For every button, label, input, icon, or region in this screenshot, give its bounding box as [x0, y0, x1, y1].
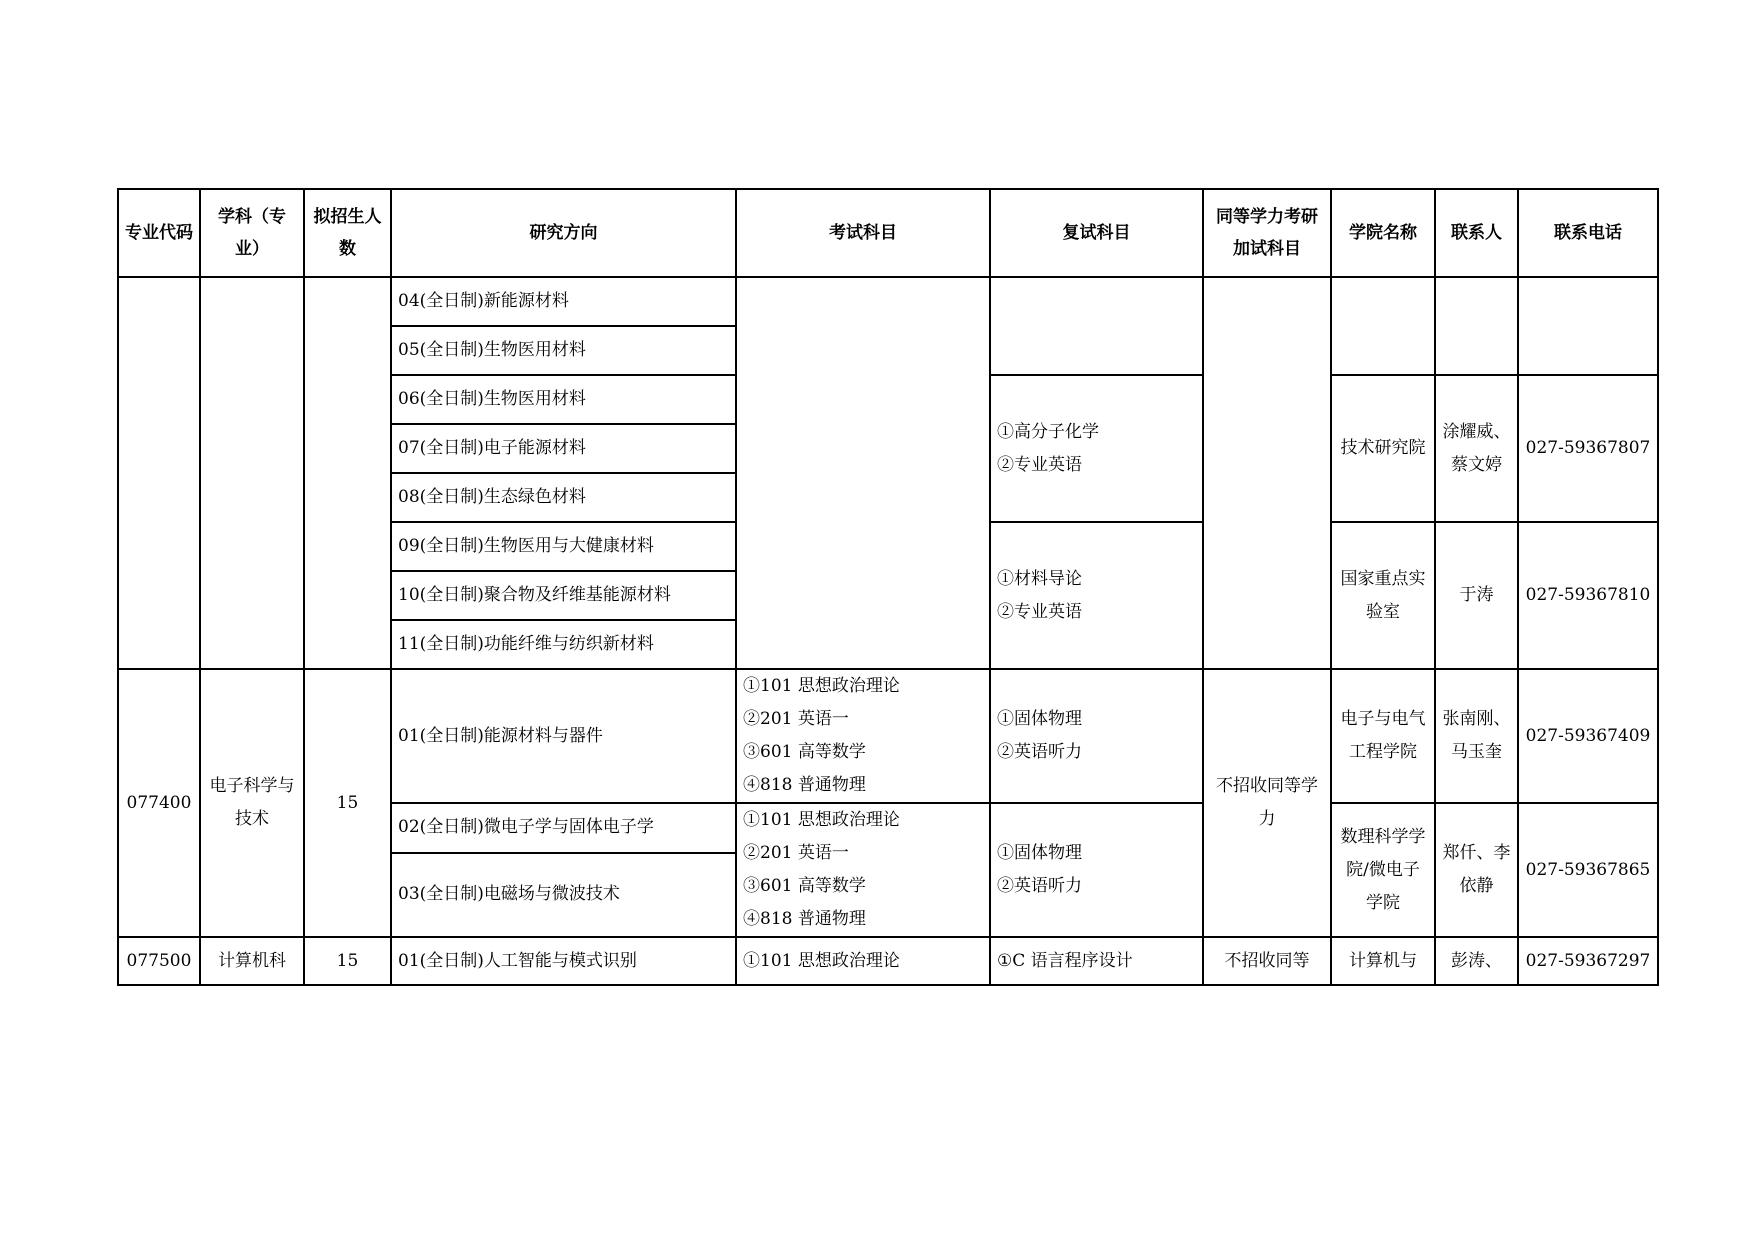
retest-cell: [990, 803, 1203, 937]
contact-cell: [1435, 277, 1518, 375]
header-phone: 联系电话: [1518, 189, 1658, 277]
direction-cell: 07(全日制)电子能源材料: [391, 424, 736, 473]
exam-cell: [736, 803, 990, 937]
retest-cell: [990, 669, 1203, 803]
exam-cell: [736, 277, 990, 669]
exam-cell: [736, 669, 990, 803]
direction-cell: 03(全日制)电磁场与微波技术: [391, 853, 736, 937]
exam-item: ③601 高等数学: [743, 876, 866, 896]
header-row: [118, 189, 1658, 277]
contact-cell: 涂耀威、蔡文婷: [1435, 375, 1518, 522]
phone-cell: 027-59367810: [1518, 522, 1658, 669]
exam-item: ②201 英语一: [743, 843, 849, 863]
retest-item: ②专业英语: [997, 454, 1082, 475]
direction-cell: 08(全日制)生态绿色材料: [391, 473, 736, 522]
direction-cell: 11(全日制)功能纤维与纺织新材料: [391, 620, 736, 669]
exam-item: ①101 思想政治理论: [743, 810, 900, 830]
code-cell: 077500: [118, 937, 200, 985]
exam-item: ③601 高等数学: [743, 742, 866, 762]
code-cell: 077400: [118, 669, 200, 937]
phone-cell: 027-59367297: [1518, 937, 1658, 985]
phone-cell: 027-59367807: [1518, 375, 1658, 522]
quota-cell: 15: [304, 937, 391, 985]
direction-cell: 01(全日制)人工智能与模式识别: [391, 937, 736, 985]
admission-table: [117, 188, 1659, 986]
contact-cell: 张南刚、马玉奎: [1435, 669, 1518, 803]
retest-item: ①材料导论: [997, 568, 1082, 589]
header-retest: 复试科目: [990, 189, 1203, 277]
header-contact: 联系人: [1435, 189, 1518, 277]
header-exam: 考试科目: [736, 189, 990, 277]
direction-cell: 05(全日制)生物医用材料: [391, 326, 736, 375]
exam-item: ④818 普通物理: [743, 909, 866, 929]
retest-item: ①高分子化学: [997, 421, 1099, 442]
header-code: 专业代码: [118, 189, 200, 277]
equivalent-cell: 不招收同等: [1203, 937, 1331, 985]
header-college: 学院名称: [1331, 189, 1435, 277]
direction-cell: 02(全日制)微电子学与固体电子学: [391, 803, 736, 853]
header-direction: 研究方向: [391, 189, 736, 277]
college-cell: 计算机与: [1331, 937, 1435, 985]
contact-cell: 郑仟、李依静: [1435, 803, 1518, 937]
header-equivalent: 同等学力考研加试科目: [1203, 189, 1331, 277]
header-subject: 学科（专业）: [200, 189, 304, 277]
subject-cell: 电子科学与技术: [200, 669, 304, 937]
phone-cell: 027-59367409: [1518, 669, 1658, 803]
exam-item: ②201 英语一: [743, 709, 849, 729]
retest-item: ①固体物理: [997, 709, 1082, 729]
table-row: [118, 277, 1658, 326]
header-quota: 拟招生人数: [304, 189, 391, 277]
retest-cell: [990, 277, 1203, 375]
college-cell: 技术研究院: [1331, 375, 1435, 522]
direction-cell: 04(全日制)新能源材料: [391, 277, 736, 326]
direction-cell: 06(全日制)生物医用材料: [391, 375, 736, 424]
exam-cell: ①101 思想政治理论: [736, 937, 990, 985]
direction-cell: 09(全日制)生物医用与大健康材料: [391, 522, 736, 571]
exam-item: ④818 普通物理: [743, 775, 866, 795]
college-cell: 电子与电气工程学院: [1331, 669, 1435, 803]
retest-item: ②英语听力: [997, 742, 1082, 762]
subject-cell: 计算机科: [200, 937, 304, 985]
retest-cell: [990, 522, 1203, 669]
college-cell: 国家重点实验室: [1331, 522, 1435, 669]
direction-cell: 01(全日制)能源材料与器件: [391, 669, 736, 803]
quota-cell: [304, 277, 391, 669]
subject-cell: [200, 277, 304, 669]
college-cell: 数理科学学院/微电子学院: [1331, 803, 1435, 937]
equivalent-cell: 不招收同等学力: [1203, 669, 1331, 937]
retest-item: ②英语听力: [997, 876, 1082, 896]
retest-item: ②专业英语: [997, 601, 1082, 622]
phone-cell: 027-59367865: [1518, 803, 1658, 937]
code-cell: [118, 277, 200, 669]
quota-cell: 15: [304, 669, 391, 937]
table-row: [118, 669, 1658, 803]
exam-item: ①101 思想政治理论: [743, 676, 900, 696]
retest-cell: ①C 语言程序设计: [990, 937, 1203, 985]
direction-cell: 10(全日制)聚合物及纤维基能源材料: [391, 571, 736, 620]
table-row: [118, 937, 1658, 985]
college-cell: [1331, 277, 1435, 375]
phone-cell: [1518, 277, 1658, 375]
contact-cell: 彭涛、: [1435, 937, 1518, 985]
retest-cell: [990, 375, 1203, 522]
equivalent-cell: [1203, 277, 1331, 669]
retest-item: ①固体物理: [997, 843, 1082, 863]
contact-cell: 于涛: [1435, 522, 1518, 669]
